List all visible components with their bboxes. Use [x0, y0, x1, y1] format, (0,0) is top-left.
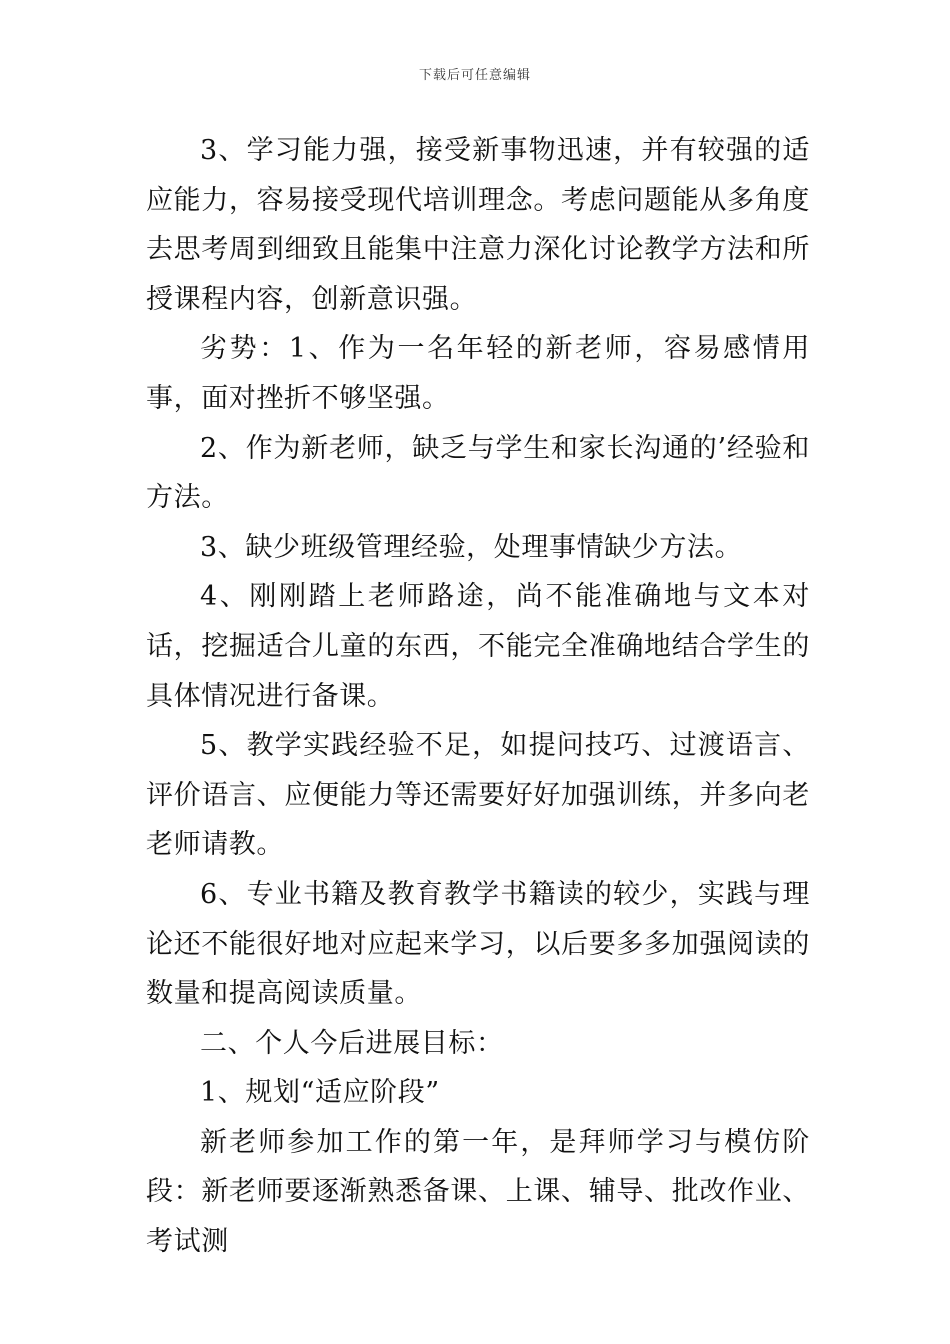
paragraph-strength-3: 3、学习能力强，接受新事物迅速，并有较强的适应能力，容易接受现代培训理念。考虑问题能从多角度去思考周到细致且能集中注意力深化讨论教学方法和所授课程内容，创新意识强。 [146, 135, 810, 315]
paragraph-weakness-3: 3、缺少班级管理经验，处理事情缺少方法。 [200, 531, 743, 563]
paragraph-weakness-2: 2、作为新老师，缺乏与学生和家长沟通的’经验和方法。 [146, 432, 810, 514]
paragraph-weakness-4: 4、刚刚踏上老师路途，尚不能准确地与文本对话，挖掘适合儿童的东西，不能完全准确地结合学生的具体情况进行备课。 [146, 581, 810, 712]
paragraph-first-year: 新老师参加工作的第一年，是拜师学习与模仿阶段：新老师要逐渐熟悉备课、上课、辅导、批改作业、考试测 [146, 1126, 810, 1258]
paragraph-weakness-1: 劣势：1、作为一名年轻的新老师，容易感情用事，面对挫折不够坚强。 [146, 333, 810, 414]
document-body [146, 126, 810, 1267]
page-header-note: 下载后可任意编辑 [418, 68, 531, 83]
section-heading-goals: 二、个人今后进展目标： [200, 1027, 504, 1059]
paragraph-weakness-6: 6、专业书籍及教育教学书籍读的较少，实践与理论还不能很好地对应起来学习，以后要多多加强阅读的数量和提高阅读质量。 [146, 878, 810, 1010]
subheading-adaptation-stage: 1、规划“适应阶段” [200, 1077, 440, 1109]
paragraph-weakness-5: 5、教学实践经验不足，如提问技巧、过渡语言、评价语言、应便能力等还需要好好加强训练，并多向老老师请教。 [146, 730, 810, 861]
